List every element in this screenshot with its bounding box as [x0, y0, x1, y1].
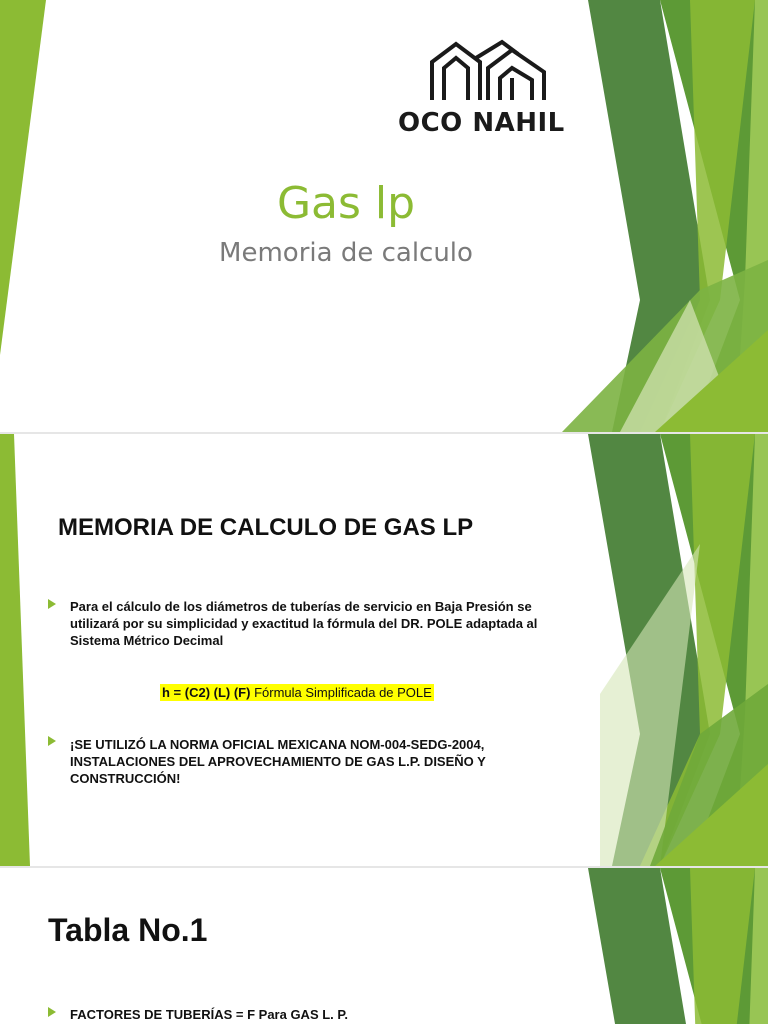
formula-highlight [160, 684, 434, 701]
slide-subtitle: Memoria de calculo [219, 238, 473, 268]
slide-title-heading: Gas lp [276, 178, 416, 229]
bullet-arrow-icon [48, 599, 56, 609]
bullet-arrow-icon [48, 1007, 56, 1017]
bullet-text: Para el cálculo de los diámetros de tuberías de servicio en Baja Presión se utilizará por su simplicidad y exactitud la fórmula del DR. POLE adaptada al Sistema Métrico Decimal [70, 599, 538, 648]
slide-decoration [0, 434, 768, 866]
bullet-text: FACTORES DE TUBERÍAS = F Para GAS L. P. [70, 1007, 349, 1022]
slide-tabla [0, 868, 768, 1024]
slide-heading: Tabla No.1 [48, 912, 208, 948]
logo-house-icon [428, 38, 548, 104]
bullet-arrow-icon [48, 736, 56, 746]
slide-title [0, 0, 768, 432]
bullet-text: ¡SE UTILIZÓ LA NORMA OFICIAL MEXICANA NOM-004-SEDG-2004, INSTALACIONES DEL APROVECHAMIENTO DE GAS L.P. DISEÑO Y CONSTRUCCIÓN! [70, 737, 486, 786]
formula-bold: h = (C2) (L) (F) [162, 685, 251, 700]
logo-text: OCO NAHIL [398, 108, 565, 138]
slide-heading: MEMORIA DE CALCULO DE GAS LP [58, 514, 474, 541]
slide-memoria [0, 434, 768, 866]
formula-text: Fórmula Simplificada de POLE [250, 685, 432, 700]
